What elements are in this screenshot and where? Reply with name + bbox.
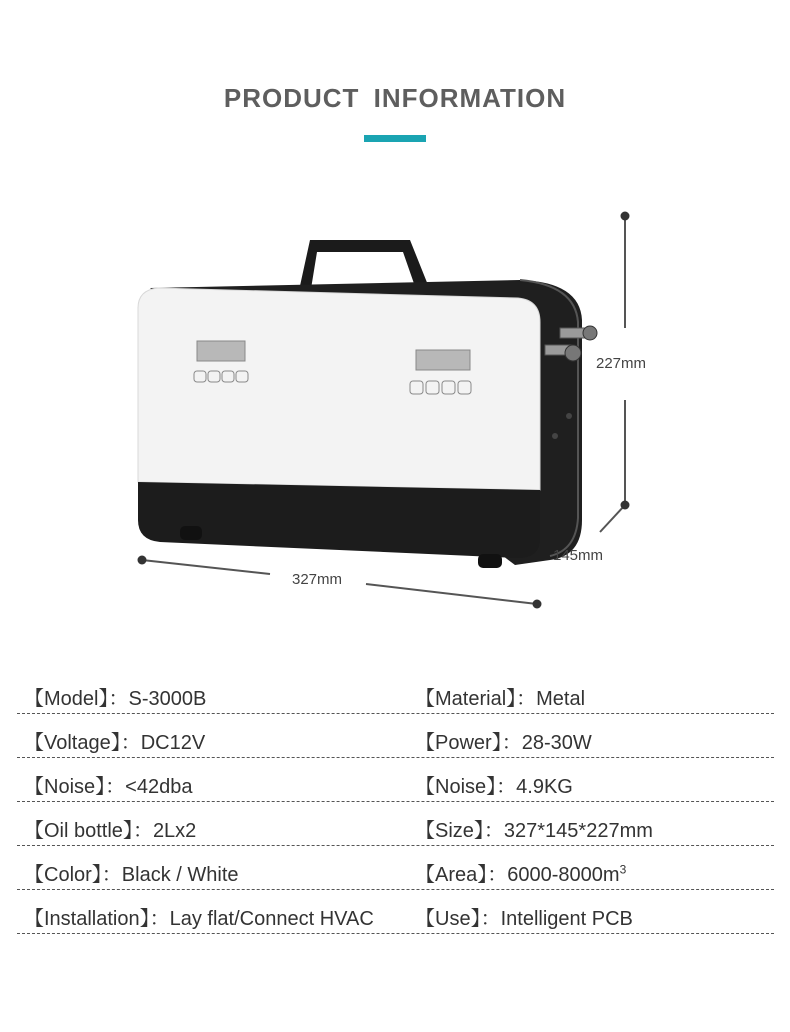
height-label: 227mm xyxy=(596,355,647,372)
spec-row xyxy=(17,760,774,802)
spec-separator: ： xyxy=(120,732,141,754)
spec-separator: ： xyxy=(516,688,537,710)
spec-separator: ： xyxy=(101,864,122,886)
depth-label: 145mm xyxy=(553,547,604,564)
spec-value: 2Lx2 xyxy=(152,820,197,842)
foot-right xyxy=(478,554,502,568)
spec-value: Black / White xyxy=(121,864,239,886)
spec-cell xyxy=(24,726,205,755)
spec-cell xyxy=(415,814,653,843)
spec-cell xyxy=(415,726,592,755)
spec-label: 【Use】 xyxy=(415,908,481,930)
front-panel xyxy=(138,288,540,490)
spec-value: <42dba xyxy=(125,776,193,798)
display-left xyxy=(197,341,245,361)
spec-separator: ： xyxy=(501,732,522,754)
spec-row xyxy=(17,672,774,714)
spec-superscript: 3 xyxy=(619,862,627,877)
spec-cell xyxy=(415,770,573,799)
spec-cell xyxy=(24,682,206,711)
title-accent-bar xyxy=(364,135,426,142)
spec-cell xyxy=(24,902,374,931)
foot-left xyxy=(180,526,202,540)
spec-label: 【Installation】 xyxy=(24,908,150,930)
spec-value: 327*145*227mm xyxy=(503,820,653,842)
spec-cell xyxy=(415,682,585,711)
spec-separator: ： xyxy=(483,820,504,842)
spec-label: 【Power】 xyxy=(415,732,502,754)
product-image xyxy=(120,200,680,630)
spec-cell xyxy=(24,770,192,799)
spec-label: 【Size】 xyxy=(415,820,484,842)
spec-label: 【Oil bottle】 xyxy=(24,820,133,842)
width-label: 327mm xyxy=(292,571,343,588)
diffuser-machine-illustration xyxy=(120,200,680,630)
spec-value: DC12V xyxy=(140,732,206,754)
spec-separator: ： xyxy=(480,908,501,930)
spec-separator: ： xyxy=(108,688,129,710)
spec-value: S-3000B xyxy=(128,688,207,710)
spec-table xyxy=(17,672,774,936)
spec-label: 【Area】 xyxy=(415,864,488,886)
spec-value: 28-30W xyxy=(521,732,592,754)
spec-value: Lay flat/Connect HVAC xyxy=(169,908,374,930)
spec-separator: ： xyxy=(496,776,517,798)
display-right xyxy=(416,350,470,370)
spec-cell xyxy=(24,814,196,843)
spec-row xyxy=(17,848,774,890)
spec-value: 6000-8000m xyxy=(507,864,620,886)
spec-separator: ： xyxy=(105,776,126,798)
spec-label: 【Color】 xyxy=(24,864,102,886)
spec-separator: ： xyxy=(487,864,508,886)
spec-cell xyxy=(24,858,239,887)
spec-label: 【Noise】 xyxy=(24,776,106,798)
spec-label: 【Model】 xyxy=(24,688,109,710)
spec-value: 4.9KG xyxy=(516,776,573,798)
page-title: PRODUCT INFORMATION xyxy=(223,83,567,113)
spec-label: 【Noise】 xyxy=(415,776,497,798)
spec-row xyxy=(17,804,774,846)
spec-separator: ： xyxy=(132,820,153,842)
spec-row xyxy=(17,892,774,934)
spec-label: 【Voltage】 xyxy=(24,732,121,754)
spec-cell xyxy=(415,858,626,887)
spec-cell xyxy=(415,902,633,931)
spec-value: Intelligent PCB xyxy=(500,908,633,930)
base-band xyxy=(138,482,540,558)
spec-label: 【Material】 xyxy=(415,688,517,710)
spec-separator: ： xyxy=(149,908,170,930)
spec-value: Metal xyxy=(536,688,586,710)
spec-row xyxy=(17,716,774,758)
